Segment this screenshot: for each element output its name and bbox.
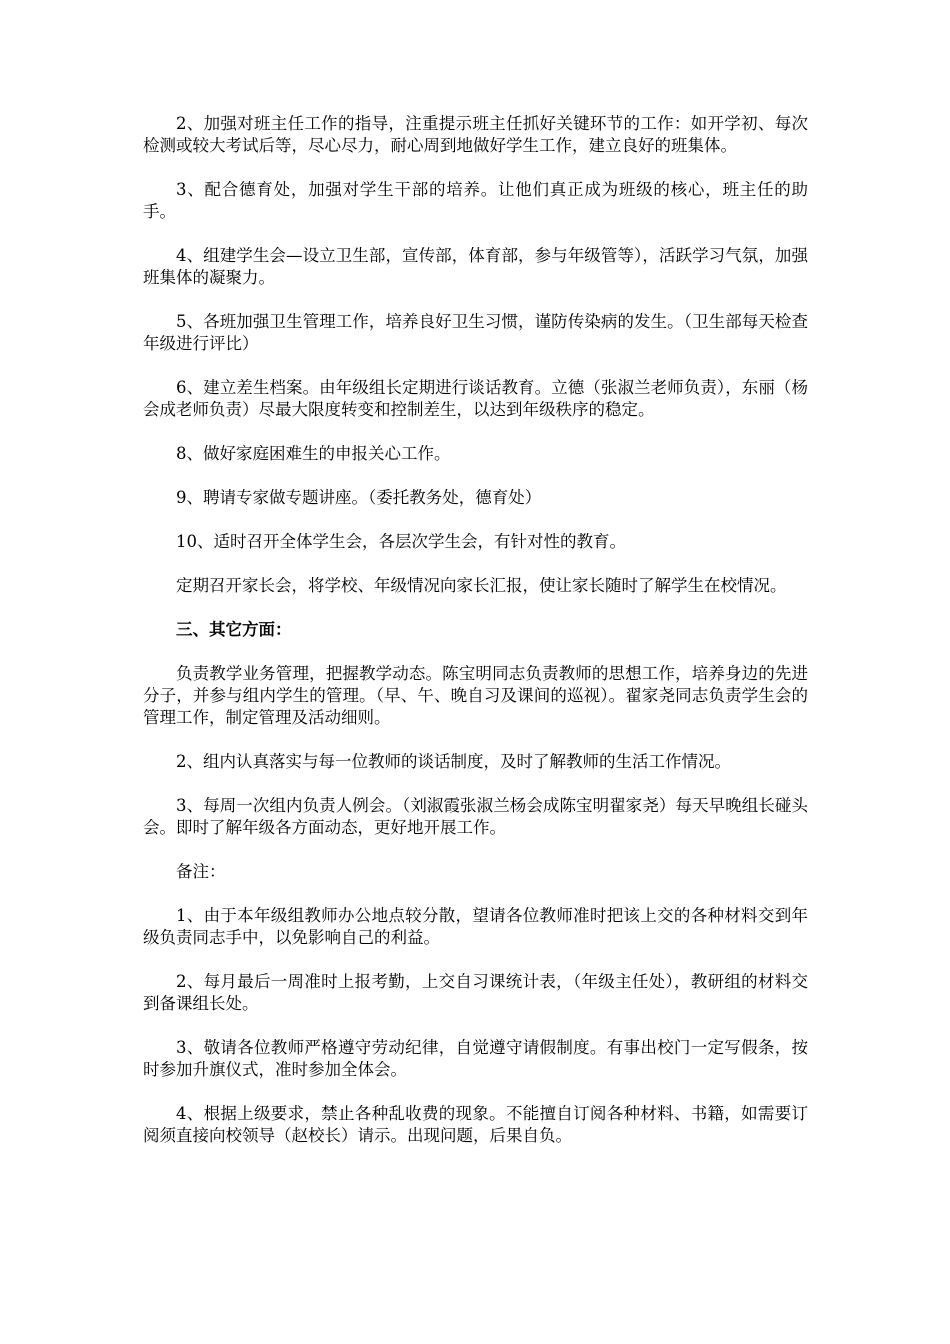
paragraph-class-teacher-guidance: 2、加强对班主任工作的指导，注重提示班主任抓好关键环节的工作：如开学初、每次检测或较大考试后等，尽心尽力，耐心周到地做好学生工作，建立良好的班集体。 (143, 114, 808, 155)
paragraph-weekly-meeting: 3、每周一次组内负责人例会。（刘淑霞张淑兰杨会成陈宝明翟家尧）每天早晚组长碰头会。即时了解年级各方面动态，更好地开展工作。 (143, 796, 808, 837)
paragraph-student-meetings: 10、适时召开全体学生会，各层次学生会，有针对性的教育。 (176, 532, 626, 551)
paragraph-note-fees: 4、根据上级要求，禁止各种乱收费的现象。不能擅自订阅各种材料、书籍，如需要订阅须直接向校领导（赵校长）请示。出现问题，后果自负。 (143, 1104, 808, 1145)
paragraph-note-discipline: 3、敬请各位教师严格遵守劳动纪律，自觉遵守请假制度。有事出校门一定写假条，按时参加升旗仪式，准时参加全体会。 (143, 1038, 808, 1079)
document-body (143, 113, 808, 1169)
paragraph-parent-meetings: 定期召开家长会，将学校、年级情况向家长汇报，使让家长随时了解学生在校情况。 (176, 576, 787, 595)
paragraph-student-union: 4、组建学生会—设立卫生部，宣传部，体育部，参与年级管等），活跃学习气氛，加强班集体的凝聚力。 (143, 246, 808, 287)
paragraph-student-records: 6、建立差生档案。由年级组长定期进行谈话教育。立德（张淑兰老师负责），东丽（杨会成老师负责）尽最大限度转变和控制差生，以达到年级秩序的稳定。 (143, 378, 808, 419)
section-heading-other: 三、其它方面： (176, 620, 292, 639)
paragraph-note-materials: 1、由于本年级组教师办公地点较分散，望请各位教师准时把该上交的各种材料交到年级负责同志手中，以免影响自己的利益。 (143, 906, 808, 947)
paragraph-needy-students: 8、做好家庭困难生的申报关心工作。 (176, 444, 451, 463)
paragraph-note-attendance: 2、每月最后一周准时上报考勤，上交自习课统计表，（年级主任处），教研组的材料交到备课组长处。 (143, 972, 808, 1013)
paragraph-teacher-talks: 2、组内认真落实与每一位教师的谈话制度，及时了解教师的生活工作情况。 (176, 752, 731, 771)
paragraph-hygiene: 5、各班加强卫生管理工作，培养良好卫生习惯，谨防传染病的发生。（卫生部每天检查年级进行评比） (143, 312, 808, 353)
paragraph-expert-lectures: 9、聘请专家做专题讲座。（委托教务处，德育处） (176, 488, 542, 507)
paragraph-student-cadre: 3、配合德育处，加强对学生干部的培养。让他们真正成为班级的核心，班主任的助手。 (143, 180, 808, 221)
paragraph-notes-label: 备注： (176, 862, 226, 881)
paragraph-teaching-management: 负责教学业务管理，把握教学动态。陈宝明同志负责教师的思想工作，培养身边的先进分子，并参与组内学生的管理。（早、午、晚自习及课间的巡视）。翟家尧同志负责学生会的管理工作，制定管理及活动细则。 (143, 664, 808, 727)
